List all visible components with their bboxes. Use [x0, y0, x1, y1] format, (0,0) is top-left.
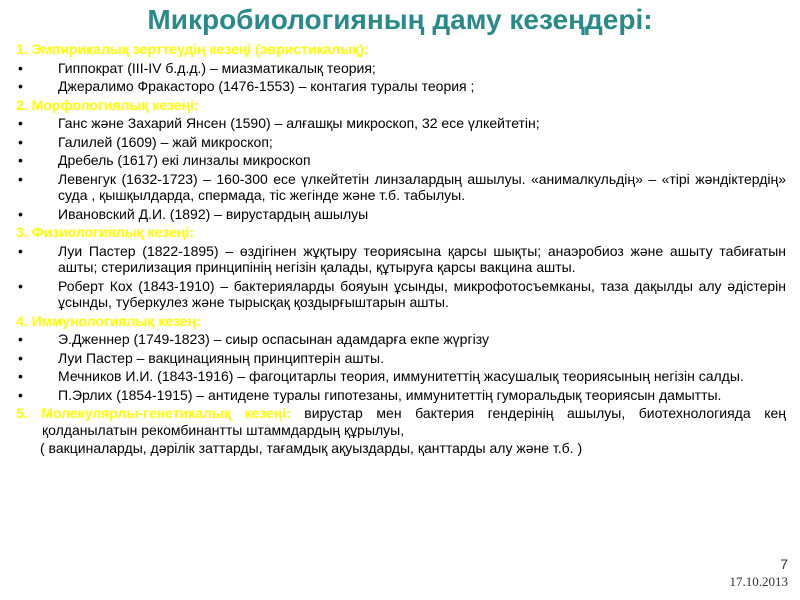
bullet-icon: •	[18, 133, 23, 150]
section-5-text: вирустар мен бактерия гендерінің ашылуы, биотехнологияда кең қолданылатын рекомбинантты штаммдардың құрылуы,	[42, 405, 786, 438]
list-item-text: П.Эрлих (1854-1915) – антидене туралы гипотезаны, иммунитеттің гуморальдық теориясын дамытты.	[58, 386, 722, 403]
section-5-extra: ( вакциналарды, дәрілік заттарды, тағамдық ақуыздарды, қанттарды алу және т.б. )	[40, 440, 583, 456]
list-item-text: Галилей (1609) – жай микроскоп;	[58, 133, 273, 150]
list-item-text: Джералимо Фракасторо (1476-1553) – контагия туралы теория ;	[58, 78, 475, 94]
bullet-icon: •	[18, 349, 23, 366]
list-item-text: Луи Пастер (1822-1895) – өздігінен жұқтыру теориясына қарсы шықты; анаэробиоз және ашыту табиғатын ашты; стерилизация принципінің негізін қалады, құтыруға қарсы вакцина ашты.	[58, 242, 786, 275]
list-item-text: Ганс және Захарий Янсен (1590) – алғашқы микроскоп, 32 есе үлкейтетін;	[58, 115, 540, 131]
section-heading: 5. Молекулярлы-генетикалық кезеңі:	[16, 405, 291, 421]
list-item	[16, 278, 786, 311]
list-item-text: Мечников И.И. (1843-1916) – фагоцитарлы теория, иммунитеттің жасушалық теориясының негізін салды.	[58, 368, 744, 384]
section-4	[16, 313, 786, 404]
bullet-icon: •	[18, 152, 23, 168]
list-item-text: Ивановский Д.И. (1892) – вирустардың ашылуы	[58, 205, 369, 222]
slide-title: Микробиологияның даму кезеңдері:	[147, 4, 653, 35]
section-heading: 4. Иммунологиялық кезең:	[16, 312, 201, 329]
list-item	[16, 350, 786, 367]
list-item	[16, 152, 786, 169]
list-item	[16, 115, 786, 132]
section-3	[16, 224, 786, 311]
section-heading: 3. Физиологиялық кезеңі:	[16, 224, 194, 240]
list-item-text: Гиппократ (III-IV б.д.д.) – миазматикалық теория;	[58, 59, 376, 76]
list-item	[16, 243, 786, 276]
bullet-icon: •	[18, 386, 23, 403]
list-item-text: Луи Пастер – вакцинацияның принциптерін ашты.	[58, 349, 384, 366]
list-item	[16, 78, 786, 95]
bullet-icon: •	[18, 242, 23, 259]
list-item-text: Дребель (1617) екі линзалы микроскоп	[58, 152, 311, 168]
bullet-icon: •	[18, 170, 23, 187]
slide-date: 17.10.2013	[729, 574, 788, 589]
section-heading: 1. Эмпирикалық зерттеудің кезеңі (эвристикалық):	[16, 41, 369, 57]
section-2	[16, 97, 786, 223]
list-item	[16, 387, 786, 404]
bullet-icon: •	[18, 368, 23, 384]
list-item	[16, 331, 786, 348]
bullet-icon: •	[18, 277, 23, 294]
slide-content	[16, 39, 786, 457]
list-item	[16, 206, 786, 223]
bullet-icon: •	[18, 331, 23, 347]
list-item-text: Левенгук (1632-1723) – 160-300 есе үлкейтетін линзалардың ашылуы. «анималкульдің» – «тірі жәндіктердің» суда , қышқылдарда, спермада, тіс жегінде және т.б. табылуы.	[58, 170, 786, 203]
bullet-icon: •	[18, 115, 23, 131]
section-heading: 2. Морфологиялық кезеңі:	[16, 96, 199, 113]
list-item-text: Э.Дженнер (1749-1823) – сиыр оспасынан адамдарға екпе жүргізу	[58, 331, 489, 347]
bullet-icon: •	[18, 205, 23, 222]
section-1	[16, 41, 786, 95]
list-item	[16, 60, 786, 77]
bullet-icon: •	[18, 59, 23, 76]
section-5	[16, 405, 786, 438]
page-number: 7	[780, 556, 788, 572]
list-item-text: Роберт Кох (1843-1910) – бактерияларды бояуын ұсынды, микрофотосъемканы, таза дақылды алу әдістерін ұсынды, туберкулез және тырысқақ қоздырғыштарын ашты.	[58, 277, 786, 310]
bullet-icon: •	[18, 78, 23, 94]
list-item	[16, 134, 786, 151]
list-item	[16, 368, 786, 385]
list-item	[16, 171, 786, 204]
